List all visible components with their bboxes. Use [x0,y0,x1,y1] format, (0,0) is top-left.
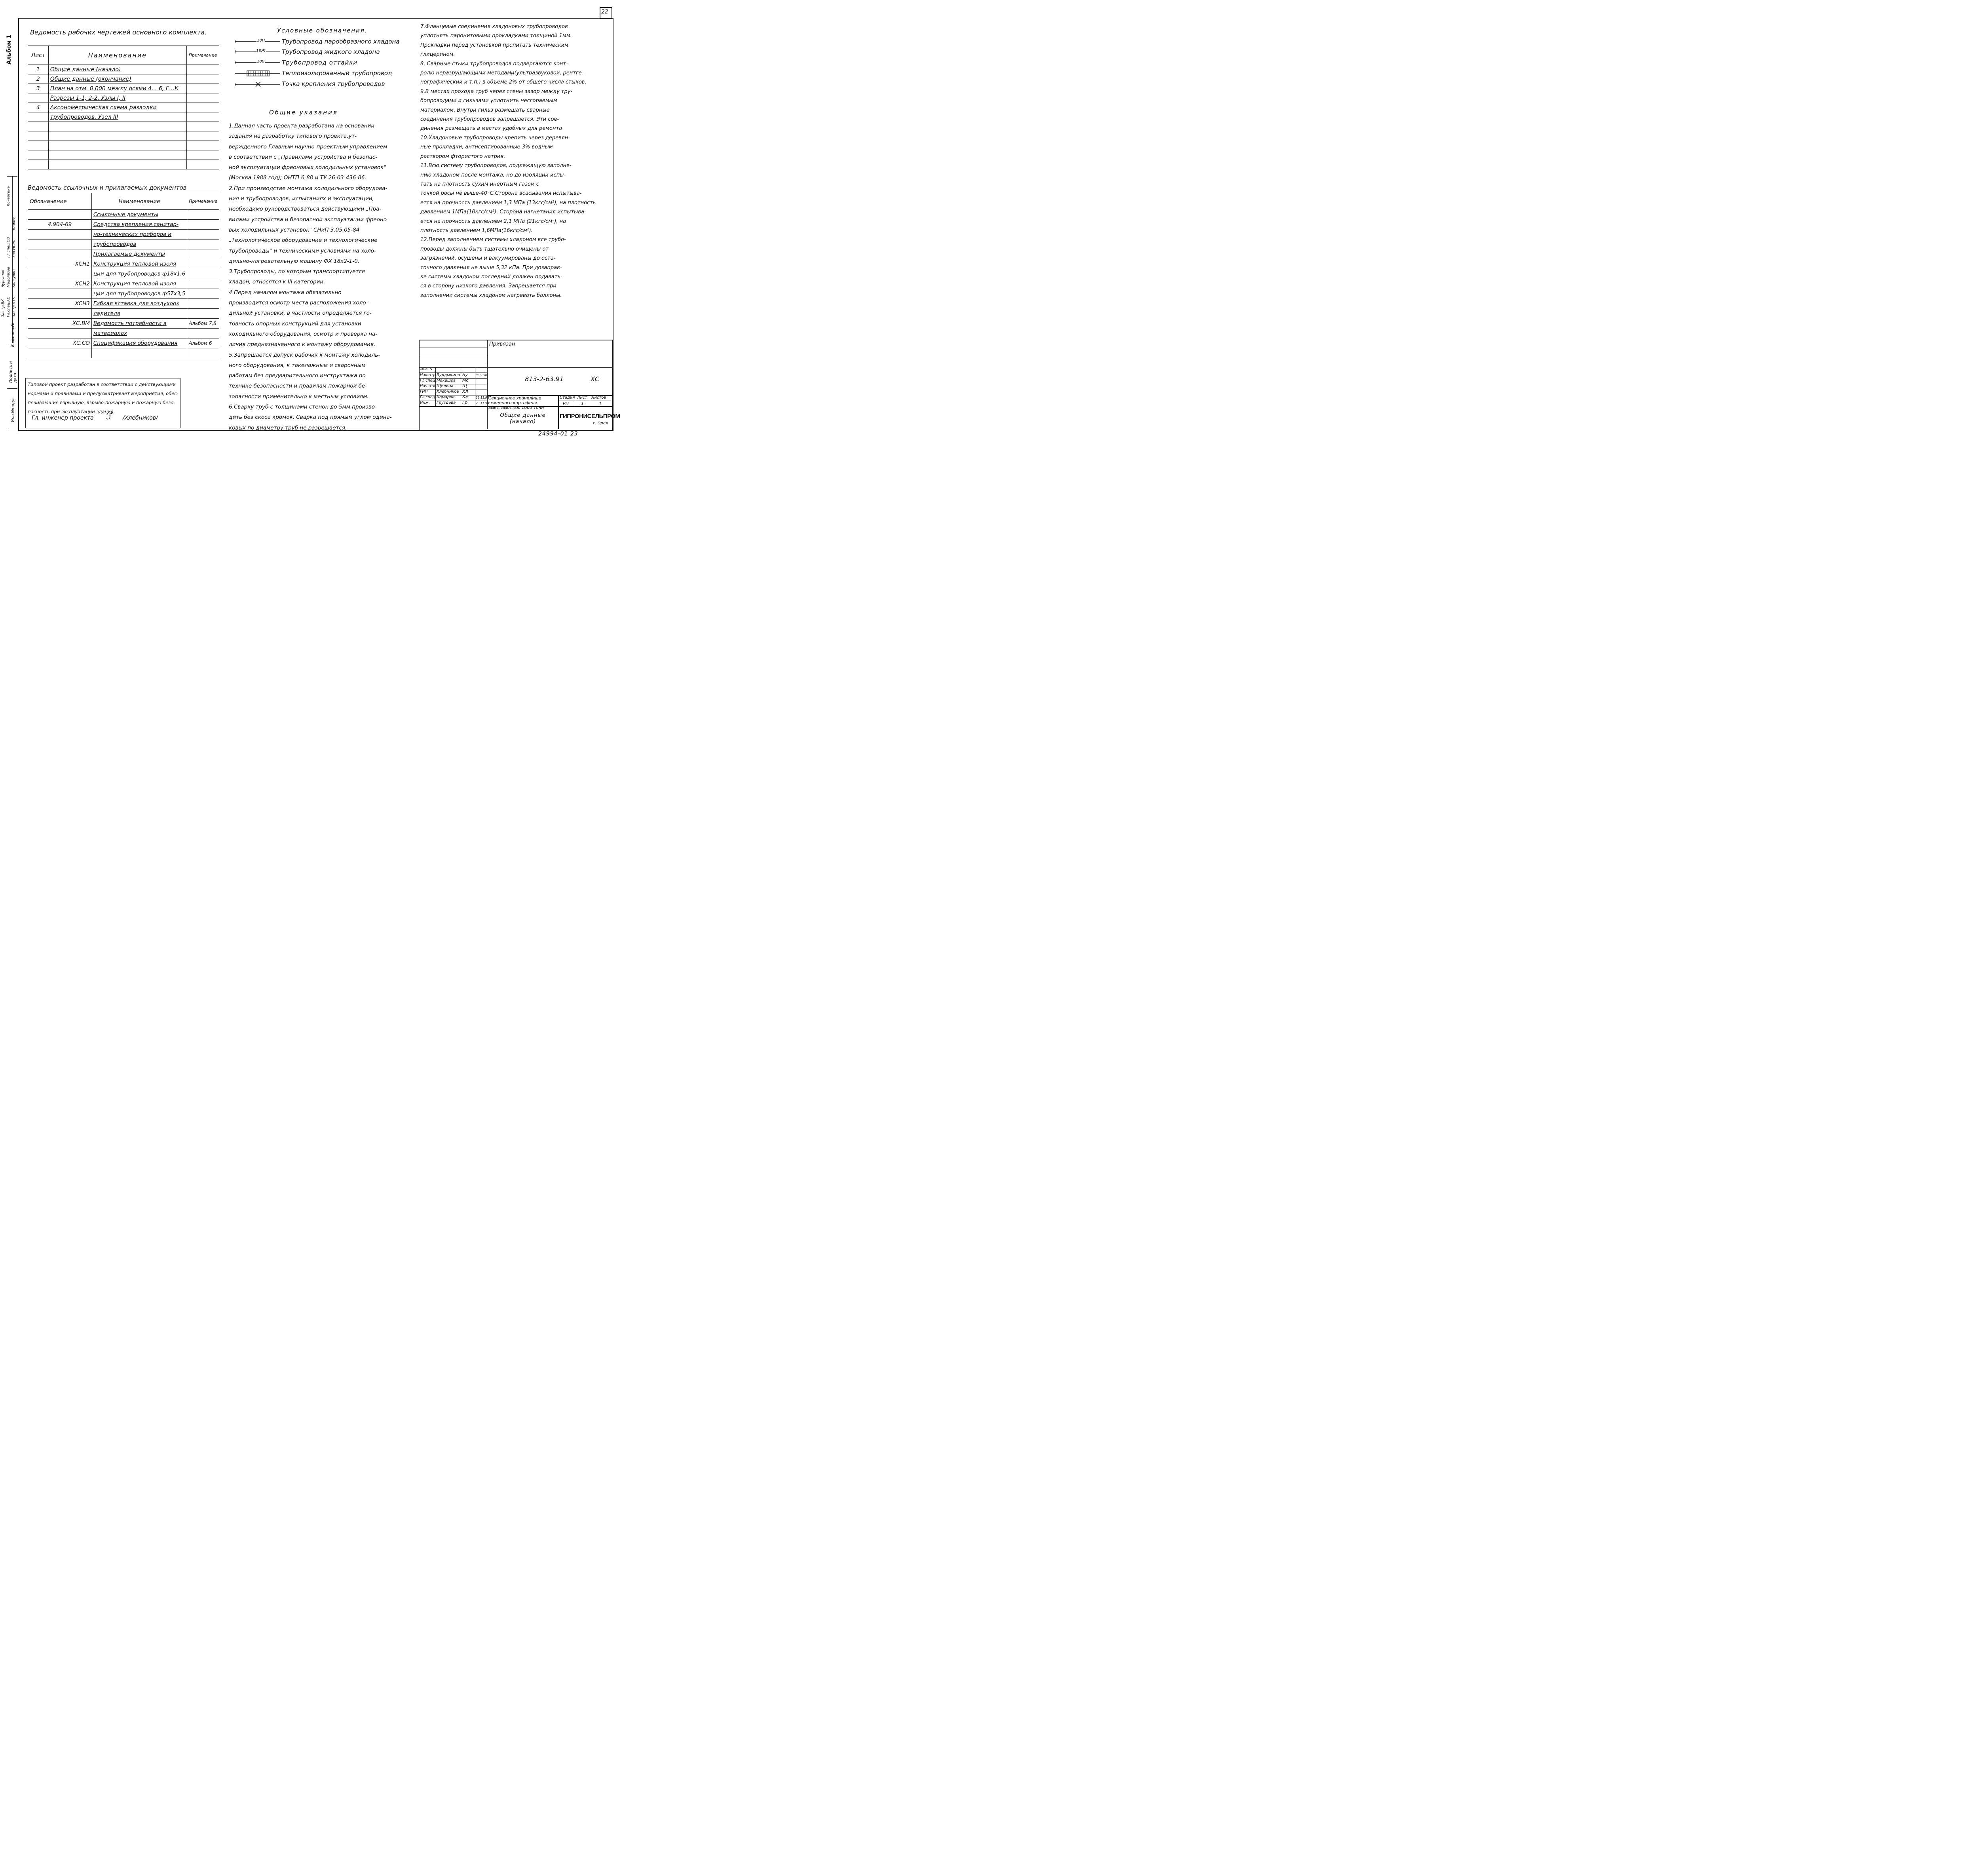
text-line: ется на прочность давлением 1,3 МПа (13кгс/см²), на плотность [420,200,596,206]
text-line: ке системы хладоном последний должен подавать- [420,274,562,280]
text-line: холодильного оборудования, осмотр и проверка на- [229,331,378,337]
refs-title: Ведомость ссылочных и прилагаемых документов [28,184,187,191]
note-line: Типовой проект разработан в соответствии с действующими [28,382,176,387]
role-label: Гл.спец. [420,395,437,399]
table-row: ХСН1 Конструкция тепловой изоля [28,259,219,269]
stamp-col-sign: Подпись и дата [9,361,17,383]
role-name: Груздева [437,401,456,405]
note-line: пасность при эксплуатации здания. [28,409,115,414]
role-label: ГИП [420,390,428,394]
stamp-name: Гл.спец.ОВ [7,237,11,258]
table-row: 3 План на отм. 0.000 между осями 4... 6, Е...К [28,84,219,93]
col-header: Наименование [91,193,187,210]
text-line: 8. Сварные стыки трубопроводов подвергаются конт- [420,61,568,67]
signature: Хл [462,389,468,394]
typical-note [28,380,179,416]
text-line: 12.Перед заполнением системы хладоном все трубо- [420,237,566,243]
stamp-col-replace: Взам.инв.№ [11,322,15,347]
text-line: тать на плотность сухим инертным газом с [420,181,539,187]
text-line: заполнении системы хладоном нагревать баллоны. [420,292,562,298]
text-line: вержденного Главным научно-проектным управлением [229,143,387,150]
col-header: Примечание [187,46,219,65]
table-row: материалах [28,329,219,338]
text-line: дильно-нагревательную машину ФХ 18х2-1-0. [229,258,359,264]
text-line: (Москва 1988 год); ОНТП-6-88 и ТУ 26-03-436-86. [229,175,367,181]
text-line: 11.Всю систему трубопроводов, подлежащую заполне- [420,163,572,169]
signature: Бу [462,372,468,377]
text-line: производится осмотр места расположения холо- [229,300,368,306]
role-label: Инж. [420,401,430,405]
table-row: ХС.ВМ Ведомость потребности в Альбом 7,8 [28,319,219,329]
text-line: 3.Трубопроводы, по которым транспортируется [229,268,365,275]
role-name: Комаров [437,395,455,399]
text-line: уплотнять паронитовыми прокладками толщиной 1мм. [420,33,572,39]
text-line: давлением 1МПа(10кгс/см²). Сторона нагнетания испытыва- [420,209,586,215]
role-date: 03.9.90 [476,373,487,377]
stamp-name: Чурганов [1,270,5,287]
drawing-mark: ХС [591,375,600,383]
legend-text: Точка крепления трубопроводов [282,80,385,87]
chief-engineer-signature: ℱ [106,412,113,422]
table-row: Ссылочные документы [28,210,219,220]
insulated-pipe-symbol [235,71,280,76]
sheet-value: 1 [581,401,584,406]
col-header: Наименование [48,46,186,65]
text-line: трубопроводы" и техническими условиями на холо- [229,247,376,254]
drawings-table [28,46,219,169]
text-line: бопроводами и гильзами уплотнить несгораемым [420,98,557,104]
table-row: 2 Общие данные (окончание) [28,74,219,84]
text-line: точкой росы не выше-40°С.Сторона всасывания испытыва- [420,190,582,197]
text-line: 10.Хладоновые трубопроводы крепить через деревян- [420,135,570,141]
object-name: Секционное хранилище семенного картофеля вместимостью 1000 тонн [488,396,544,410]
role-label: Нач.нтк [420,384,436,388]
text-line: личия предназначенного к монтажу оборудования. [229,341,376,348]
organization: ГИПРОНИСЕЛЬПРОМ [560,413,620,420]
table-row: ХС.СО Спецификация оборудования Альбом 6 [28,338,219,348]
text-line: технике безопасности и правилам пожарной бе- [229,383,367,390]
text-line: Прокладки перед установкой пропитать техническим [420,42,568,48]
note-line: печивающие взрывную, взрыво-пожарную и пожарную безо- [28,400,175,405]
text-line: 6.Сварку труб с толщинами стенок до 5мм произво- [229,404,377,411]
role-name: Хлебников [437,390,459,394]
sheet-number: 22 [601,9,608,15]
text-line: дить без скоса кромок. Сварка под прямым углом одина- [229,414,392,421]
text-line: 1.Данная часть проекта разработана на основании [229,123,375,129]
text-line: работам без предварительного инструктажа по [229,373,366,379]
text-line: глицерином. [420,51,455,58]
text-line: загрязнений, осушены и вакуумированы до оста- [420,255,556,262]
legend-code: 180 [257,59,265,64]
legend-code: 18Ж [256,49,266,53]
table-row: Прилагаемые документы [28,249,219,259]
text-line: ной эксплуатации фреоновых холодильных установок" [229,164,386,171]
text-line: точного давления не выше 5,32 кПа. При дозаправ- [420,264,562,271]
text-line: 5.Запрещается допуск рабочих к монтажу холодиль- [229,352,380,358]
stamp-name: Гл.спец.АС [7,297,11,317]
legend-text: Теплоизолированный трубопровод [282,70,392,77]
role-label: Н.контр. [420,373,437,377]
support-point-symbol [235,82,280,87]
right-text [420,22,596,300]
text-line: динения размещать в местах удобных для ремонта [420,125,562,132]
text-line: задания на разработку типового проекта,ут- [229,133,357,140]
text-line: 7.Фланцевые соединения хладоновых трубопроводов [420,24,568,30]
text-line: ковых по диаметру труб не разрешается. [229,424,347,431]
text-line: соединения трубопроводов запрещается. Эти сое- [420,116,559,123]
privyazan-label: Привязан [489,341,515,347]
text-line: ные прокладки, антисептированные 3% водным [420,144,553,150]
text-line: ется на прочность давлением 2,1 МПа (21кгс/см²), на [420,218,566,224]
text-line: нографический и т.п.) в объеме 2% от общего числа стыков. [420,79,587,86]
role-name: Щелина [437,384,454,388]
text-line: вилами устройства и безопасной эксплуатации фреоно- [229,216,389,223]
text-line: 2.При производстве монтажа холодильного оборудова- [229,185,387,192]
stage-value: РП [563,401,569,406]
stamp-col-inv: Инв.№подл. [11,397,15,422]
sheet-header: Лист [577,395,587,400]
table-row: ции для трубопроводов ф18х1.6 [28,269,219,279]
stamp-name: Зав.гр.АТК [12,297,16,317]
legend-text: Трубопровод оттайки [282,59,358,66]
legend-text: Трубопровод парообразного хладона [282,38,400,45]
side-stamp [1,176,17,430]
sheets-header: Листов [591,395,606,400]
text-line: ного оборудования, к такелажным и сварочным [229,362,366,369]
general-text [229,121,392,433]
sheets-value: 4 [598,401,601,406]
signature: Щ [462,383,467,388]
text-line: ся в сторону низкого давления. Запрещается при [420,283,556,289]
text-line: вых холодильных установок" СНиП 3.05.05-84 [229,226,360,233]
stamp-name: Медолазов [7,267,11,287]
col-header: Обозначение [28,193,92,210]
text-line: хладон, относятся к III категории. [229,279,325,285]
text-line: материалом. Внутри гильз размещать сварные [420,107,550,113]
stamp-name: Беляев [12,217,16,230]
stamp-name: Зав.гр.ВК [1,299,5,317]
role-date: 23.11.90 [476,396,489,399]
table-row: ХСН3 Гибкая вставка для воздухоох [28,299,219,309]
col-header: Лист [28,46,49,65]
text-line: зопасности применительно к местным условиям. [229,393,369,400]
table-row: ции для трубопроводов ф57х3,5 [28,289,219,299]
stamp-name: Конзулин [12,269,16,287]
col-header: Примечание [187,193,219,210]
doc-title: Общие данные (начало) [500,412,546,425]
stamp-name: Кочергина [7,186,11,206]
stage-header: Стадия [560,395,575,400]
role-name: Бурдыкина [437,373,460,377]
table-row: трубопроводов [28,239,219,249]
table-row: трубопроводов. Узел III [28,112,219,122]
text-line: товность опорных конструкций для установки [229,320,361,327]
text-line: в соответствии с „Правилами устройства и безопас- [229,154,378,160]
album-label: Альбом 1 [6,34,12,65]
role-name: Макашов [437,378,456,383]
chief-engineer-name: /Хлебников/ [123,415,158,421]
text-line: 4.Перед началом монтажа обязательно [229,289,342,296]
text-line: плотность давлением 1,6МПа(16кгс/см²). [420,227,533,234]
legend-title: Условные обозначения. [277,27,368,34]
table-row: ладителя [28,309,219,319]
text-line: ролю неразрушающими методами(ультразвуковой, рентге- [420,70,584,76]
drawings-list-title: Ведомость рабочих чертежей основного комплекта. [30,29,207,36]
signature: Гр [462,400,468,405]
general-title: Общие указания [269,109,338,116]
city: г. Орел [593,421,608,426]
role-label: Гл.спец. [420,378,437,383]
role-date: 23.11.90 [476,401,489,405]
refs-table [28,193,219,358]
legend-code: 18П [257,38,265,43]
drawing-code: 813-2-63.91 [525,375,564,383]
stamp-name: Зав.гр.ЭЛ [12,239,16,258]
table-row: но-технических приборов и [28,230,219,239]
table-row: 4 Аксонометрическая схема разводки [28,103,219,112]
text-line: проводы должны быть тщательно очищены от [420,246,549,252]
signature: Мс [462,378,469,383]
table-row: Разрезы 1-1; 2-2. Узлы I, II [28,93,219,103]
text-line: дильной установки, в частности определяется го- [229,310,372,317]
title-block [419,340,620,431]
text-line: 9.В местах прохода труб через стены зазор между тру- [420,88,573,95]
note-line: нормами и правилами и предусматривает мероприятия, обес- [28,391,179,396]
text-line: раствором фтористого натрия. [420,153,505,160]
table-row: ХСН2 Конструкция тепловой изоля [28,279,219,289]
text-line: „Технологическое оборудование и технологические [229,237,378,244]
text-line: ния и трубопроводов, испытаниях и эксплуатации, [229,196,374,202]
table-row: 1 Общие данные (начало) [28,65,219,74]
chief-engineer-label: Гл. инженер проекта [32,415,94,421]
table-row: 4.904-69 Средства крепления санитар- [28,220,219,230]
text-line: нию хладоном после монтажа, но до изоляции испы- [420,172,566,178]
footer-code: 24994-01 23 [538,431,578,437]
legend-text: Трубопровод жидкого хладона [282,48,380,55]
signature: Км [462,394,469,399]
inv-label: Инв. N [420,367,433,371]
text-line: необходимо руководствоваться действующими „Пра- [229,206,382,213]
